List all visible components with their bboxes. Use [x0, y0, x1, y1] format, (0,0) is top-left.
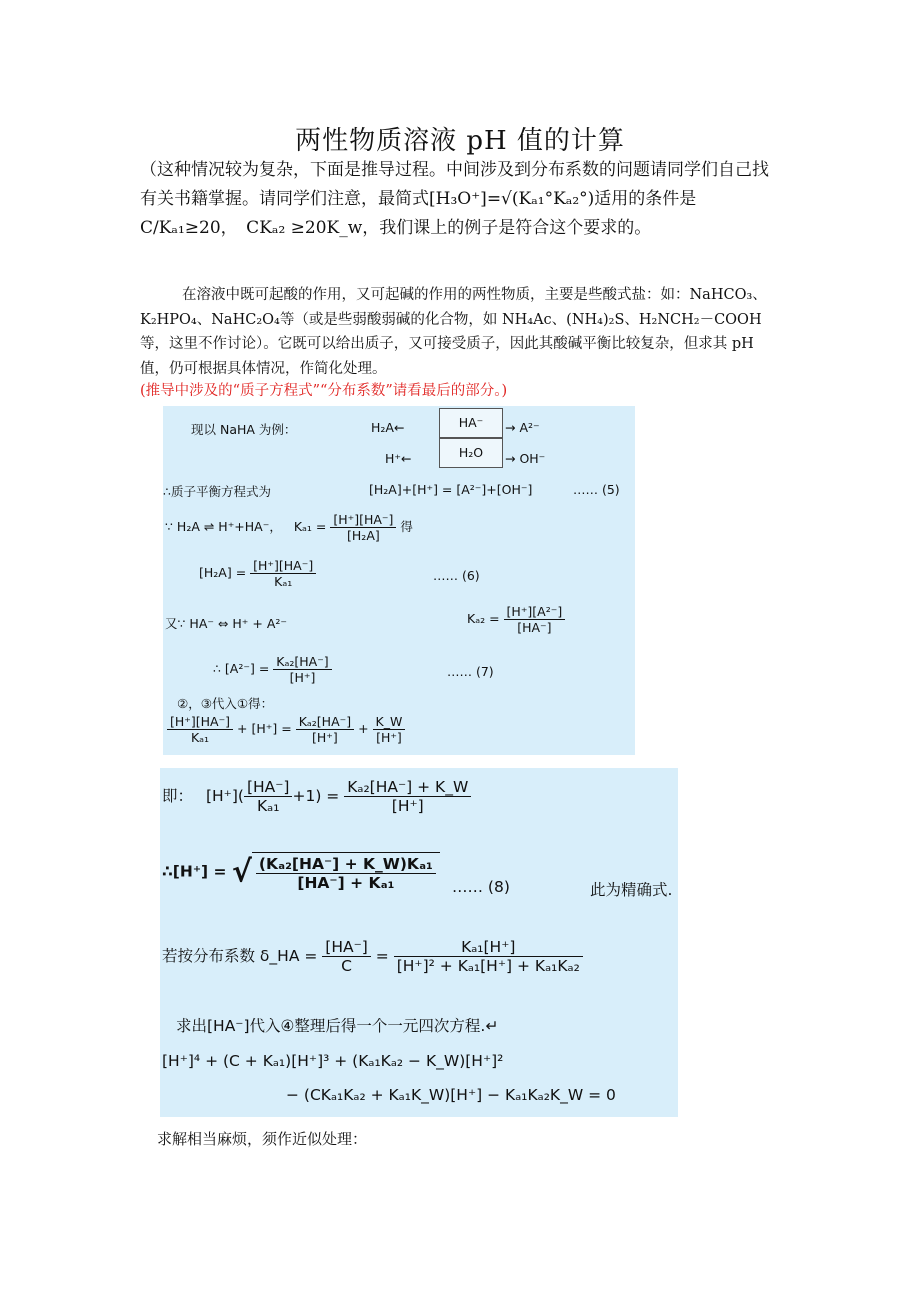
- ka2-lhs: Kₐ₂ =: [467, 611, 500, 626]
- a2-lhs: ∴ [A²⁻] =: [213, 661, 270, 676]
- exact-numerator: (Kₐ₂[HA⁻] + K_W)Kₐ₁: [256, 855, 436, 874]
- equation-tag-6: …… (6): [433, 568, 480, 583]
- dist-equals: =: [375, 947, 389, 965]
- exact-formula: [162, 852, 440, 892]
- derivation-box-1: [163, 406, 635, 755]
- ka2-denominator: [HA⁻]: [517, 620, 552, 635]
- intro-text: （这种情况较为复杂，下面是推导过程。中间涉及到分布系数的问题请同学们自己找有关书籍掌握。请同学们注意，最简式[H₃O⁺]=√(Kₐ₁°Kₐ₂°)适用的条件是 C/Kₐ₁≥20， CKₐ₂ ≥20K_w，我们课上的例子是符合这个要求的。: [140, 160, 769, 238]
- ie-denominator: Kₐ₁: [256, 797, 280, 815]
- exact-fraction: [256, 855, 436, 892]
- ie-right-fraction: [344, 778, 471, 815]
- sub-plus: +: [358, 721, 369, 736]
- sub-mid: + [H⁺] =: [237, 721, 292, 736]
- sub-fraction-1: [167, 714, 233, 745]
- a2-fraction: [273, 654, 331, 685]
- h2a-fraction: [250, 558, 316, 589]
- sub-f2-numerator: Kₐ₂[HA⁻]: [296, 714, 354, 730]
- ka2-expression: [467, 604, 565, 635]
- example-label: 现以 NaHA 为例：: [191, 422, 297, 437]
- ie-right-numerator: Kₐ₂[HA⁻] + K_W: [344, 778, 471, 797]
- h2a-arrow-label: H₂A←: [371, 420, 405, 435]
- equation-tag-8: …… (8): [452, 878, 510, 896]
- sub-f1-denominator: Kₐ₁: [190, 730, 210, 745]
- dist-label: 若按分布系数 δ_HA =: [162, 947, 318, 965]
- dist-f1-numerator: [HA⁻]: [322, 938, 371, 957]
- equation-tag-5: …… (5): [573, 482, 620, 497]
- dist-fraction-2: [394, 938, 583, 975]
- ie-equation: [162, 778, 471, 815]
- sub-f3-denominator: [H⁺]: [376, 730, 402, 745]
- a2-expression: [213, 654, 332, 685]
- ka2-fraction: [504, 604, 566, 635]
- quartic-line-1: [H⁺]⁴ + (C + Kₐ₁)[H⁺]³ + (Kₐ₁Kₐ₂ − K_W)[H⁺]²: [162, 1052, 504, 1070]
- ka1-fraction: [330, 512, 396, 543]
- h2o-cell: H₂O: [439, 438, 503, 468]
- because-text: ∵ H₂A ⇌ H⁺+HA⁻，: [165, 519, 282, 534]
- exact-note: 此为精确式.: [590, 881, 673, 899]
- ka2-numerator: [H⁺][A²⁻]: [504, 604, 566, 620]
- ka1-numerator: [H⁺][HA⁻]: [330, 512, 396, 528]
- substituted-equation: [167, 714, 405, 745]
- sub-f2-denominator: [H⁺]: [312, 730, 338, 745]
- ie-lhs: [H⁺](: [205, 787, 244, 805]
- page-title: 两性物质溶液 pH 值的计算: [295, 126, 625, 156]
- ha-cell: HA⁻: [439, 408, 503, 438]
- ie-mid: +1) =: [292, 787, 340, 805]
- h2a-expression: [199, 558, 316, 589]
- sub-fraction-3: [373, 714, 406, 745]
- equation-tag-7: …… (7): [447, 664, 494, 679]
- proton-balance-equation: [H₂A]+[H⁺] = [A²⁻]+[OH⁻]: [369, 482, 533, 497]
- ie-numerator: [HA⁻]: [244, 778, 293, 797]
- h2a-lhs: [H₂A] =: [199, 565, 247, 580]
- h2a-denominator: Kₐ₁: [274, 574, 293, 589]
- get-text: 得: [400, 519, 413, 534]
- body-paragraph: 在溶液中既可起酸的作用，又可起碱的作用的两性物质，主要是些酸式盐：如：NaHCO₃、K₂HPO₄、NaHC₂O₄等（或是些弱酸弱碱的化合物，如 NH₄Ac、(NH₄)₂S、H₂NCH₂－COOH 等，这里不作讨论）。它既可以给出质子，又可接受质子，因此其酸碱平衡比较复杂，但求其 pH 值，仍可根据具体情况，作简化处理。: [140, 287, 767, 377]
- a2-numerator: Kₐ₂[HA⁻]: [273, 654, 331, 670]
- dist-f2-denominator: [H⁺]² + Kₐ₁[H⁺] + Kₐ₁Kₐ₂: [396, 957, 580, 975]
- sub-fraction-2: [296, 714, 354, 745]
- ka1-lhs: Kₐ₁ =: [293, 519, 327, 534]
- radicand: [252, 852, 440, 892]
- dist-f1-denominator: C: [341, 957, 352, 975]
- dist-f2-numerator: Kₐ₁[H⁺]: [394, 938, 583, 957]
- sub-f1-numerator: [H⁺][HA⁻]: [167, 714, 233, 730]
- ie-right-denominator: [H⁺]: [391, 797, 424, 815]
- ka1-denominator: [H₂A]: [347, 528, 380, 543]
- ie-label: 即：: [162, 787, 194, 805]
- dissociation-2: 又∵ HA⁻ ⇔ H⁺ + A²⁻: [165, 616, 287, 631]
- a2-denominator: [H⁺]: [289, 670, 316, 685]
- sub-f3-numerator: K_W: [373, 714, 406, 730]
- h2a-numerator: [H⁺][HA⁻]: [250, 558, 316, 574]
- dist-fraction-1: [322, 938, 371, 975]
- distribution-equation: [162, 938, 583, 975]
- hplus-arrow-label: H⁺←: [385, 451, 412, 466]
- a2-arrow-label: → A²⁻: [505, 420, 540, 435]
- quartic-line-2: − (CKₐ₁Kₐ₂ + Kₐ₁K_W)[H⁺] − Kₐ₁Kₐ₂K_W = 0: [286, 1086, 616, 1104]
- closing-text: 求解相当麻烦，须作近似处理：: [157, 1130, 368, 1148]
- quartic-intro: 求出[HA⁻]代入④整理后得一个一元四次方程.↵: [176, 1017, 499, 1035]
- derivation-box-2: [160, 768, 678, 1117]
- proton-balance-label: ∴质子平衡方程式为: [163, 484, 271, 499]
- exact-denominator: [HA⁻] + Kₐ₁: [297, 874, 395, 892]
- substitute-text: ②，③代入①得：: [177, 696, 274, 711]
- dissociation-1: [165, 512, 413, 543]
- sqrt-sign: √: [231, 854, 252, 890]
- therefore-lhs: ∴[H⁺] =: [162, 862, 227, 881]
- ie-fraction: [244, 778, 293, 815]
- oh-arrow-label: → OH⁻: [505, 451, 546, 466]
- red-note: (推导中涉及的“质子方程式”“分布系数”请看最后的部分。): [140, 383, 508, 399]
